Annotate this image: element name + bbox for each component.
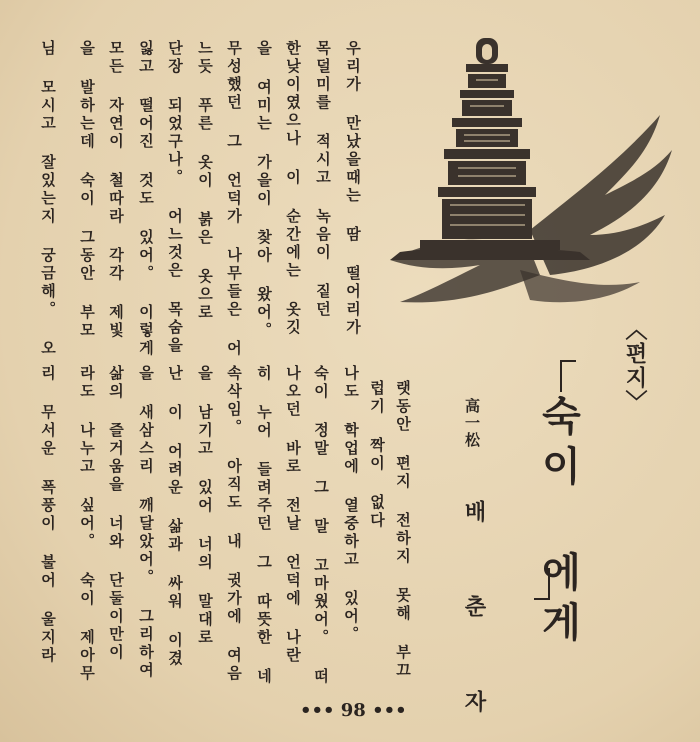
body-column: 느듯 푸른 옷이 붉은 옷으로 — [196, 40, 214, 322]
title-bracket-open — [560, 360, 576, 392]
body-column: 속삭임。 아직도 내 귓가에 여음 — [225, 365, 243, 683]
body-column: 잃고 떨어진 것도 있어。 이렇게 — [137, 40, 155, 358]
body-column: 나도 학업에 열중하고 있어。 — [342, 365, 360, 644]
body-column: 을 여미는 가을이 찾아 왔어。 — [255, 40, 273, 340]
body-column: 무성했던 그 언덕가 나무들은 어 — [225, 40, 243, 358]
body-column: 을 발하는데 숙이 그동안 부모 — [78, 40, 96, 340]
body-column: 랫동안 편지 전하지 못해 부끄 — [394, 380, 412, 680]
body-column: 단장 되었구나。 어느것은 목숨을 — [166, 40, 184, 355]
body-column: 숙이 정말 그 말 고마웠어。 떠 — [312, 365, 330, 686]
body-column: 히 누어 들려주던 그 따뜻한 네 — [255, 365, 273, 686]
body-column: 을 남기고 있어 너의 말대로 — [196, 365, 214, 647]
body-column: 한낮이였으나 이 순간에는 옷깃 — [284, 40, 302, 337]
body-column: 님 모시고 잘있는지 궁금해。 오 — [39, 40, 57, 358]
body-column: 우리가 만났을때는 땀 떨어리가 — [344, 40, 362, 337]
body-column: 을 새삼스리 깨달았어。 그리하여 — [137, 365, 155, 680]
body-column: 모든 자연이 철따라 각각 제빛 — [107, 40, 125, 340]
letter-title: 숙이 에게 — [535, 395, 581, 651]
author-school: 高一松 — [463, 398, 481, 449]
body-column: 목덜미를 적시고 녹음이 짙던 — [314, 40, 332, 319]
body-column: 라도 나누고 싶어。 숙이 제아무 — [78, 365, 96, 683]
pagoda-illustration — [380, 20, 680, 310]
body-column: 삶의 즐거움을 너와 단둘이만이 — [107, 365, 125, 662]
body-column: 럽기 짝이 없다 — [368, 380, 386, 530]
body-column: 나오던 바로 전날 언덕에 나란 — [284, 365, 302, 665]
body-column: 난 이 어려운 삶과 싸워 이겼 — [166, 365, 184, 668]
category-label: 〈편지〉 — [622, 318, 648, 414]
author-name: 배 춘 자 — [461, 500, 486, 736]
page-number: ••• 98 ••• — [300, 700, 407, 721]
body-column: 리 무서운 폭풍이 불어 울지라 — [39, 365, 57, 665]
